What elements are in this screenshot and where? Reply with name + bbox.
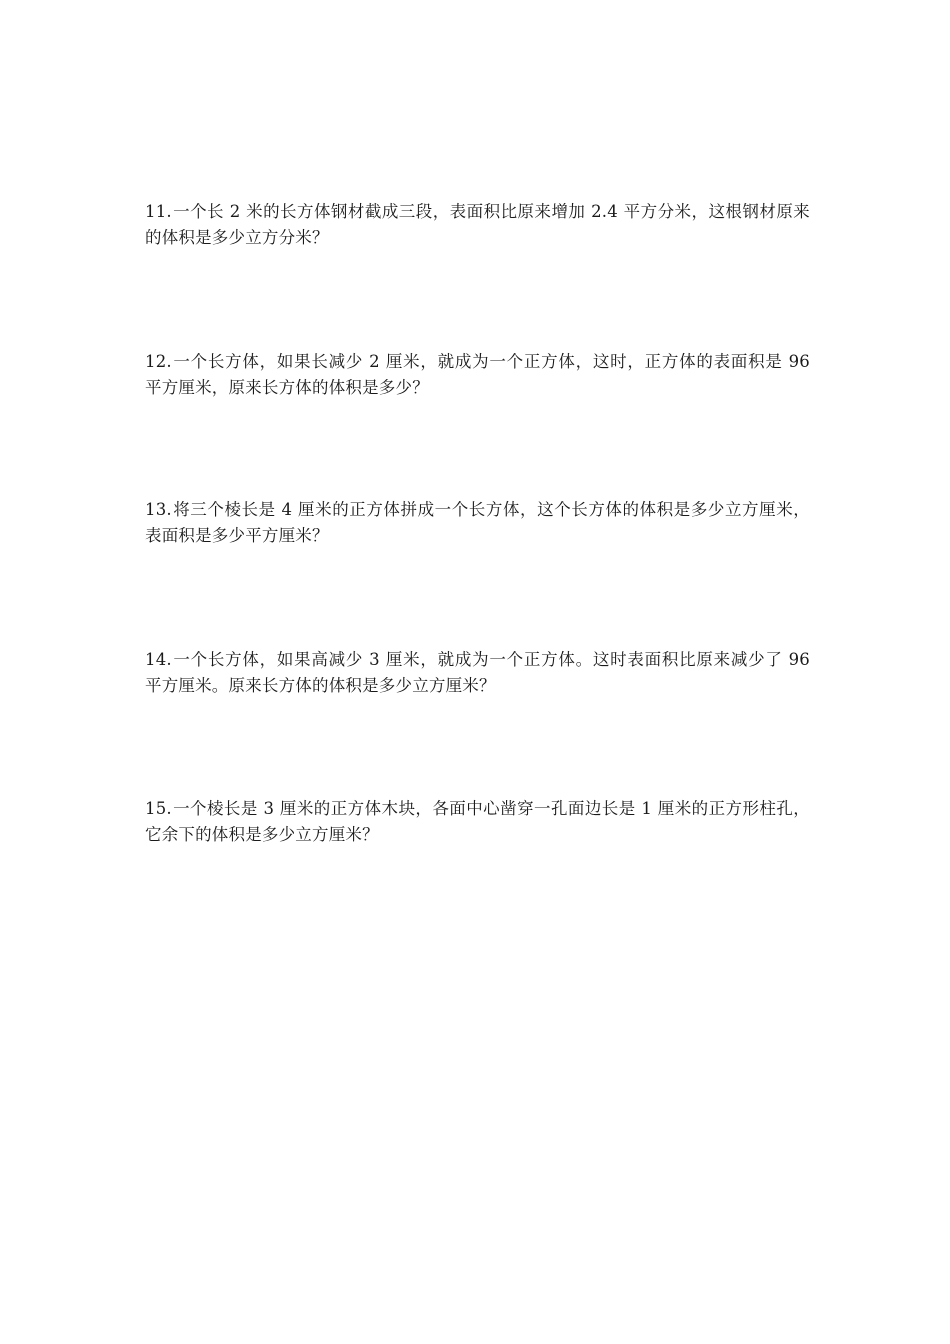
question-14	[145, 647, 810, 699]
question-text: 一个长 2 米的长方体钢材截成三段，表面积比原来增加 2.4 平方分米，这根钢材原来的体积是多少立方分米？	[145, 202, 810, 247]
question-number: 15.	[145, 799, 172, 818]
question-12	[145, 349, 810, 401]
question-text: 将三个棱长是 4 厘米的正方体拼成一个长方体，这个长方体的体积是多少立方厘米，表面积是多少平方厘米？	[145, 500, 810, 545]
question-13	[145, 497, 810, 549]
question-number: 13.	[145, 500, 172, 519]
question-text: 一个长方体，如果高减少 3 厘米，就成为一个正方体。这时表面积比原来减少了 96 平方厘米。原来长方体的体积是多少立方厘米？	[145, 650, 810, 695]
question-15	[145, 796, 810, 848]
question-number: 12.	[145, 352, 172, 371]
question-number: 14.	[145, 650, 172, 669]
question-number: 11.	[145, 202, 172, 221]
question-text: 一个长方体，如果长减少 2 厘米，就成为一个正方体，这时，正方体的表面积是 96 平方厘米，原来长方体的体积是多少？	[145, 352, 810, 397]
question-11	[145, 199, 810, 251]
question-text: 一个棱长是 3 厘米的正方体木块，各面中心凿穿一孔面边长是 1 厘米的正方形柱孔，它余下的体积是多少立方厘米？	[145, 799, 810, 844]
